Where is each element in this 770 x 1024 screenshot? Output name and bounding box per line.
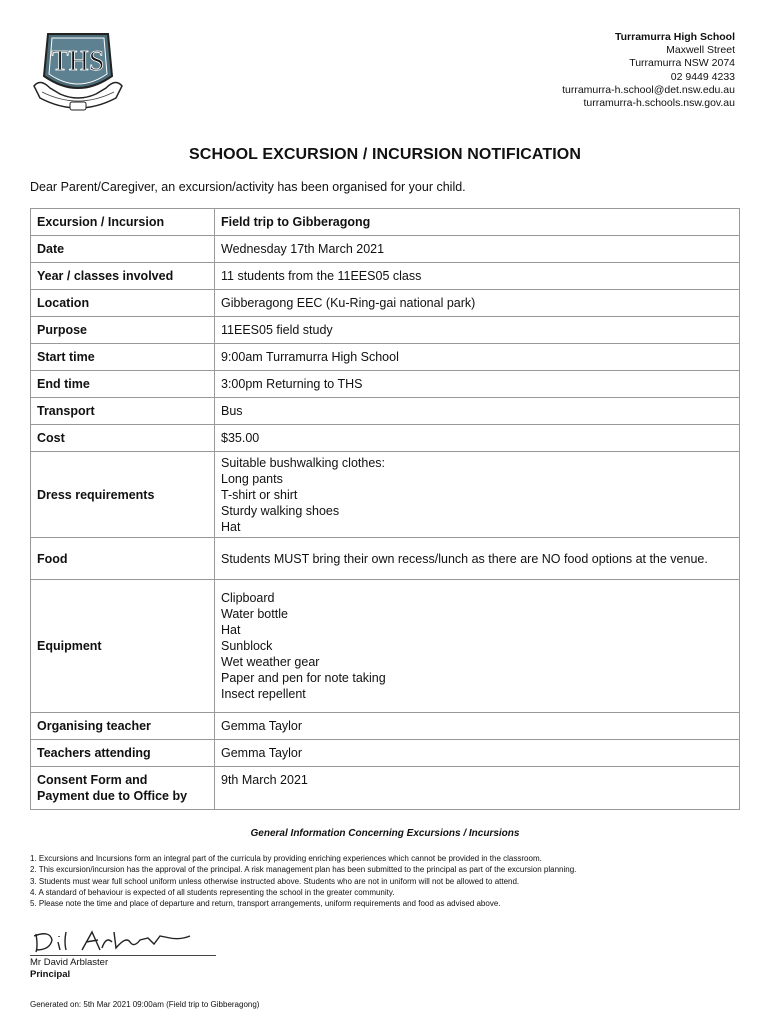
school-name: Turramurra High School xyxy=(615,31,735,43)
consent-label-line: Consent Form and xyxy=(37,773,148,787)
dress-line: T-shirt or shirt xyxy=(221,487,298,502)
food-value: Students MUST bring their own recess/lunch as there are NO food options at the venue. xyxy=(215,538,740,580)
table-row xyxy=(31,317,740,344)
generated-footer: Generated on: 5th Mar 2021 09:00am (Field trip to Gibberagong) xyxy=(30,1000,260,1009)
principal-signature xyxy=(30,926,220,956)
general-info-heading: General Information Concerning Excursions / Incursions xyxy=(250,828,520,839)
food-label: Food xyxy=(31,538,215,580)
equipment-line: Paper and pen for note taking xyxy=(221,671,386,685)
table-row xyxy=(31,425,740,452)
signature-line xyxy=(30,955,216,956)
list-item: 1. Excursions and Incursions form an integral part of the curricula by providing enriching experiences which cannot be provided in the classroom. xyxy=(30,854,542,863)
equipment-line: Water bottle xyxy=(221,607,288,621)
table-row xyxy=(31,209,740,236)
transport-value: Bus xyxy=(215,398,740,425)
teachers-attending-value: Gemma Taylor xyxy=(215,740,740,767)
equipment-label: Equipment xyxy=(31,580,215,713)
dress-label: Dress requirements xyxy=(31,452,215,538)
address-line-2: Turramurra NSW 2074 xyxy=(629,57,735,70)
purpose-label: Purpose xyxy=(31,317,215,344)
cost-label: Cost xyxy=(31,425,215,452)
equipment-line: Sunblock xyxy=(221,639,273,653)
table-row xyxy=(31,740,740,767)
location-label: Location xyxy=(31,290,215,317)
school-crest-icon xyxy=(30,28,126,112)
excursion-label: Excursion / Incursion xyxy=(31,209,215,236)
intro-text: Dear Parent/Caregiver, an excursion/activity has been organised for your child. xyxy=(30,180,466,194)
consent-value: 9th March 2021 xyxy=(215,767,740,810)
transport-label: Transport xyxy=(31,398,215,425)
dress-line: Suitable bushwalking clothes: xyxy=(221,455,385,470)
start-time-value: 9:00am Turramurra High School xyxy=(215,344,740,371)
table-row xyxy=(31,344,740,371)
excursion-value: Field trip to Gibberagong xyxy=(215,209,740,236)
school-phone: 02 9449 4233 xyxy=(670,70,735,83)
cost-value: $35.00 xyxy=(215,425,740,452)
year-value: 11 students from the 11EES05 class xyxy=(215,263,740,290)
list-item: 4. A standard of behaviour is expected of all students representing the school in the greater community. xyxy=(30,887,395,897)
list-item: 5. Please note the time and place of departure and return, transport arrangements, uniform requirements and food as advised above. xyxy=(30,899,501,909)
table-row xyxy=(31,290,740,317)
table-row xyxy=(31,371,740,398)
address-line-1: Maxwell Street xyxy=(666,44,735,57)
table-row xyxy=(31,713,740,740)
table-row xyxy=(31,538,740,580)
organising-teacher-label: Organising teacher xyxy=(31,713,215,740)
list-item: 2. This excursion/incursion has the approval of the principal. A risk management plan has been submitted to the principal as part of the excursion planning. xyxy=(30,865,577,875)
signer-role: Principal xyxy=(30,969,71,980)
excursion-details-table xyxy=(30,208,740,810)
school-contact-block xyxy=(562,31,735,110)
table-row xyxy=(31,236,740,263)
location-value: Gibberagong EEC (Ku-Ring-gai national park) xyxy=(215,290,740,317)
page-title: SCHOOL EXCURSION / INCURSION NOTIFICATION xyxy=(189,146,581,163)
dress-line: Long pants xyxy=(221,471,283,486)
svg-text:THS: THS xyxy=(51,46,105,77)
table-row xyxy=(31,452,740,538)
equipment-line: Wet weather gear xyxy=(221,655,320,669)
school-email: turramurra-h.school@det.nsw.edu.au xyxy=(562,83,735,96)
general-info-list xyxy=(30,853,750,909)
table-row xyxy=(31,398,740,425)
equipment-line: Insect repellent xyxy=(221,687,306,701)
dress-line: Hat xyxy=(221,519,241,534)
table-row xyxy=(31,580,740,713)
dress-value xyxy=(215,452,740,538)
list-item: 3. Students must wear full school uniform unless otherwise instructed above. Students who are not in uniform will not be allowed to attend. xyxy=(30,876,520,886)
end-time-label: End time xyxy=(31,371,215,398)
teachers-attending-label: Teachers attending xyxy=(31,740,215,767)
equipment-line: Clipboard xyxy=(221,591,275,605)
consent-label-line: Payment due to Office by xyxy=(37,789,188,803)
date-value: Wednesday 17th March 2021 xyxy=(215,236,740,263)
year-label: Year / classes involved xyxy=(31,263,215,290)
equipment-line: Hat xyxy=(221,623,241,637)
end-time-value: 3:00pm Returning to THS xyxy=(215,371,740,398)
equipment-value xyxy=(215,580,740,713)
table-row xyxy=(31,263,740,290)
organising-teacher-value: Gemma Taylor xyxy=(215,713,740,740)
signer-name: Mr David Arblaster xyxy=(30,957,109,968)
signer-block xyxy=(30,957,108,981)
start-time-label: Start time xyxy=(31,344,215,371)
date-label: Date xyxy=(31,236,215,263)
school-website: turramurra-h.schools.nsw.gov.au xyxy=(583,97,735,110)
dress-line: Sturdy walking shoes xyxy=(221,503,340,518)
consent-label xyxy=(31,767,215,810)
table-row xyxy=(31,767,740,810)
purpose-value: 11EES05 field study xyxy=(215,317,740,344)
